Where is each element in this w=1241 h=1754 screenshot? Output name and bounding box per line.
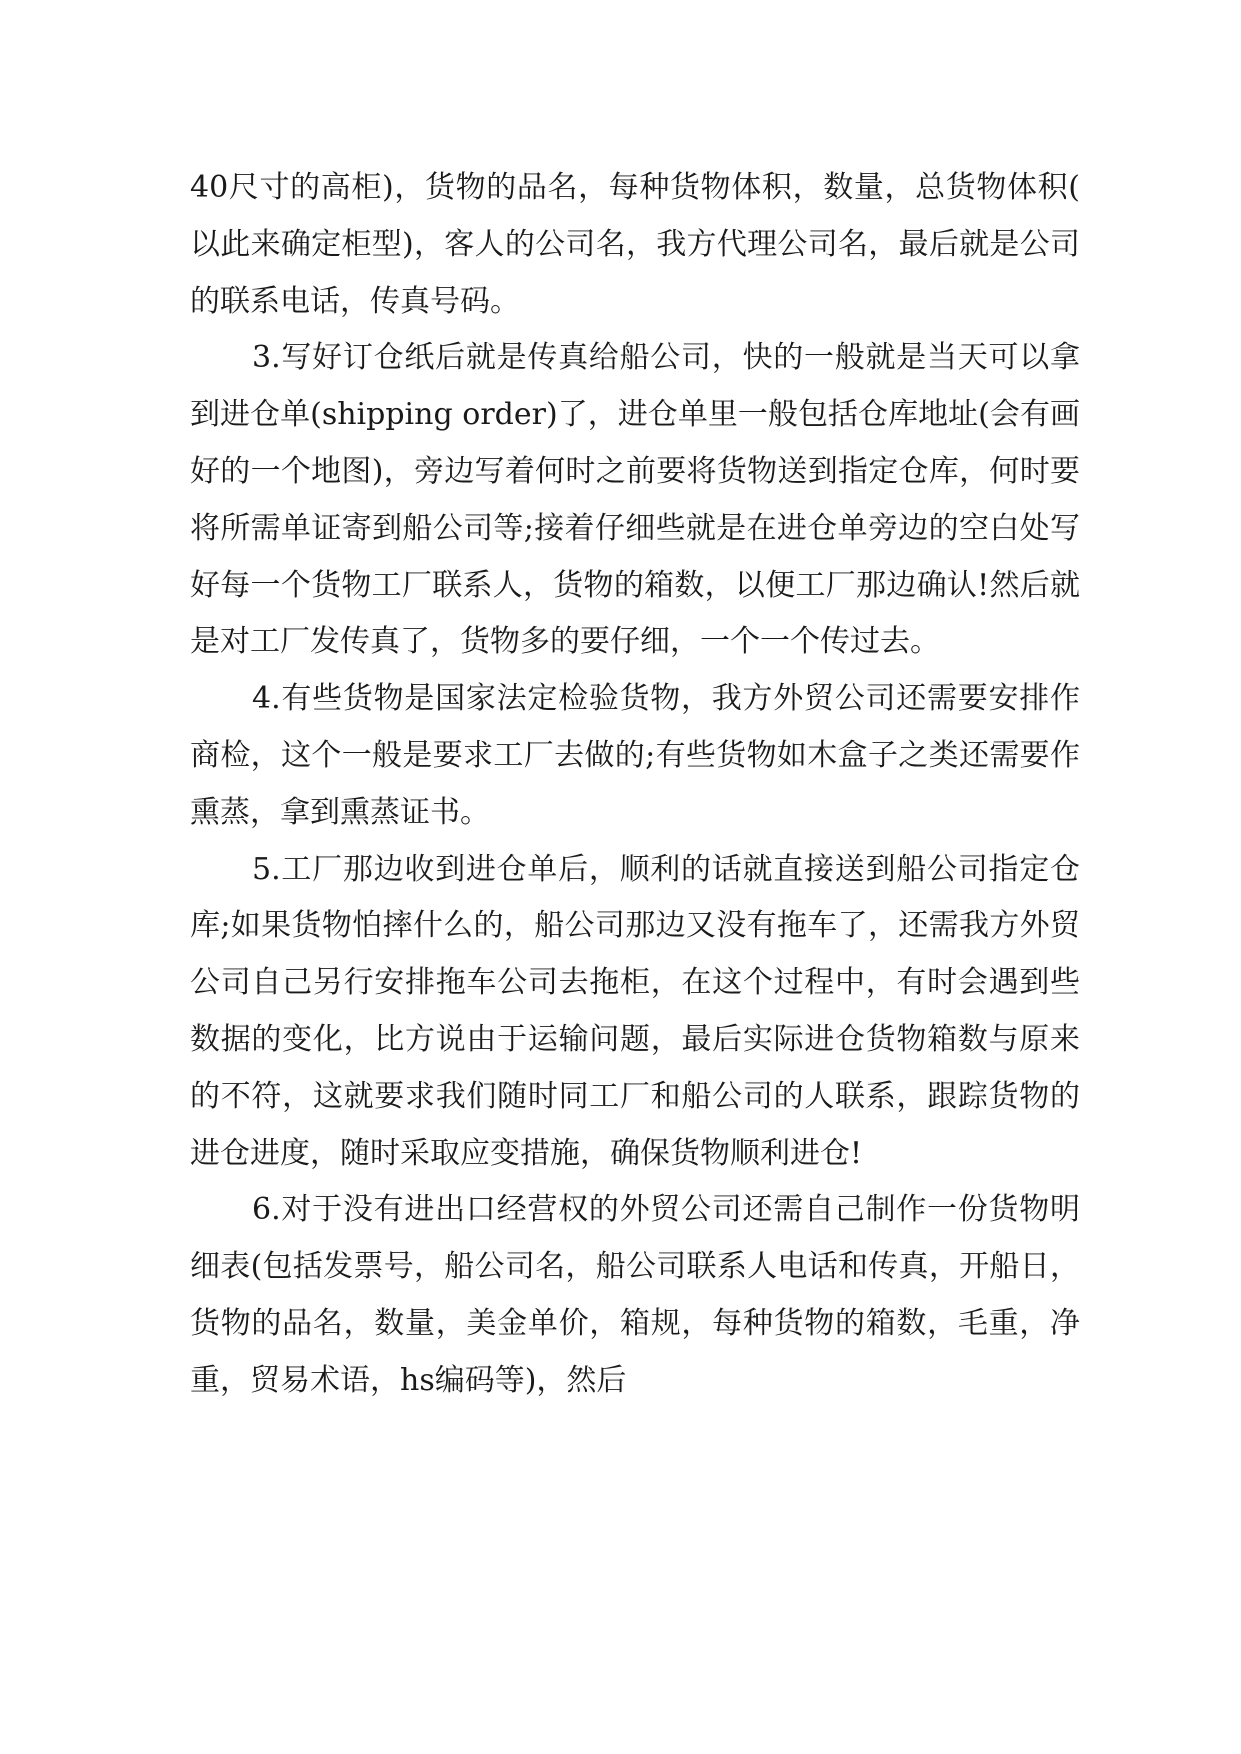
paragraph-step-3: 3.写好订仓纸后就是传真给船公司，快的一般就是当天可以拿到进仓单(shipping order)了，进仓单里一般包括仓库地址(会有画好的一个地图)，旁边写着何时之前要将货物送到指定仓库，何时要将所需单证寄到船公司等;接着仔细些就是在进仓单旁边的空白处写好每一个货物工厂联系人，货物的箱数，以便工厂那边确认!然后就是对工厂发传真了，货物多的要仔细，一个一个传过去。 [190, 340, 1080, 660]
paragraph-continuation: 40尺寸的高柜)，货物的品名，每种货物体积，数量，总货物体积(以此来确定柜型)，客人的公司名，我方代理公司名，最后就是公司的联系电话，传真号码。 [190, 170, 1080, 319]
paragraph-step-6: 6.对于没有进出口经营权的外贸公司还需自己制作一份货物明细表(包括发票号，船公司名，船公司联系人电话和传真，开船日，货物的品名，数量，美金单价，箱规，每种货物的箱数，毛重，净重，贸易术语，hs编码等)，然后 [190, 1192, 1080, 1398]
paragraph-step-4: 4.有些货物是国家法定检验货物，我方外贸公司还需要安排作商检，这个一般是要求工厂去做的;有些货物如木盒子之类还需要作熏蒸，拿到熏蒸证书。 [190, 681, 1080, 830]
paragraph-step-5: 5.工厂那边收到进仓单后，顺利的话就直接送到船公司指定仓库;如果货物怕摔什么的，船公司那边又没有拖车了，还需我方外贸公司自己另行安排拖车公司去拖柜，在这个过程中，有时会遇到些数据的变化，比方说由于运输问题，最后实际进仓货物箱数与原来的不符，这就要求我们随时同工厂和船公司的人联系，跟踪货物的进仓进度，随时采取应变措施，确保货物顺利进仓! [190, 851, 1080, 1171]
document-page [190, 160, 1080, 1410]
